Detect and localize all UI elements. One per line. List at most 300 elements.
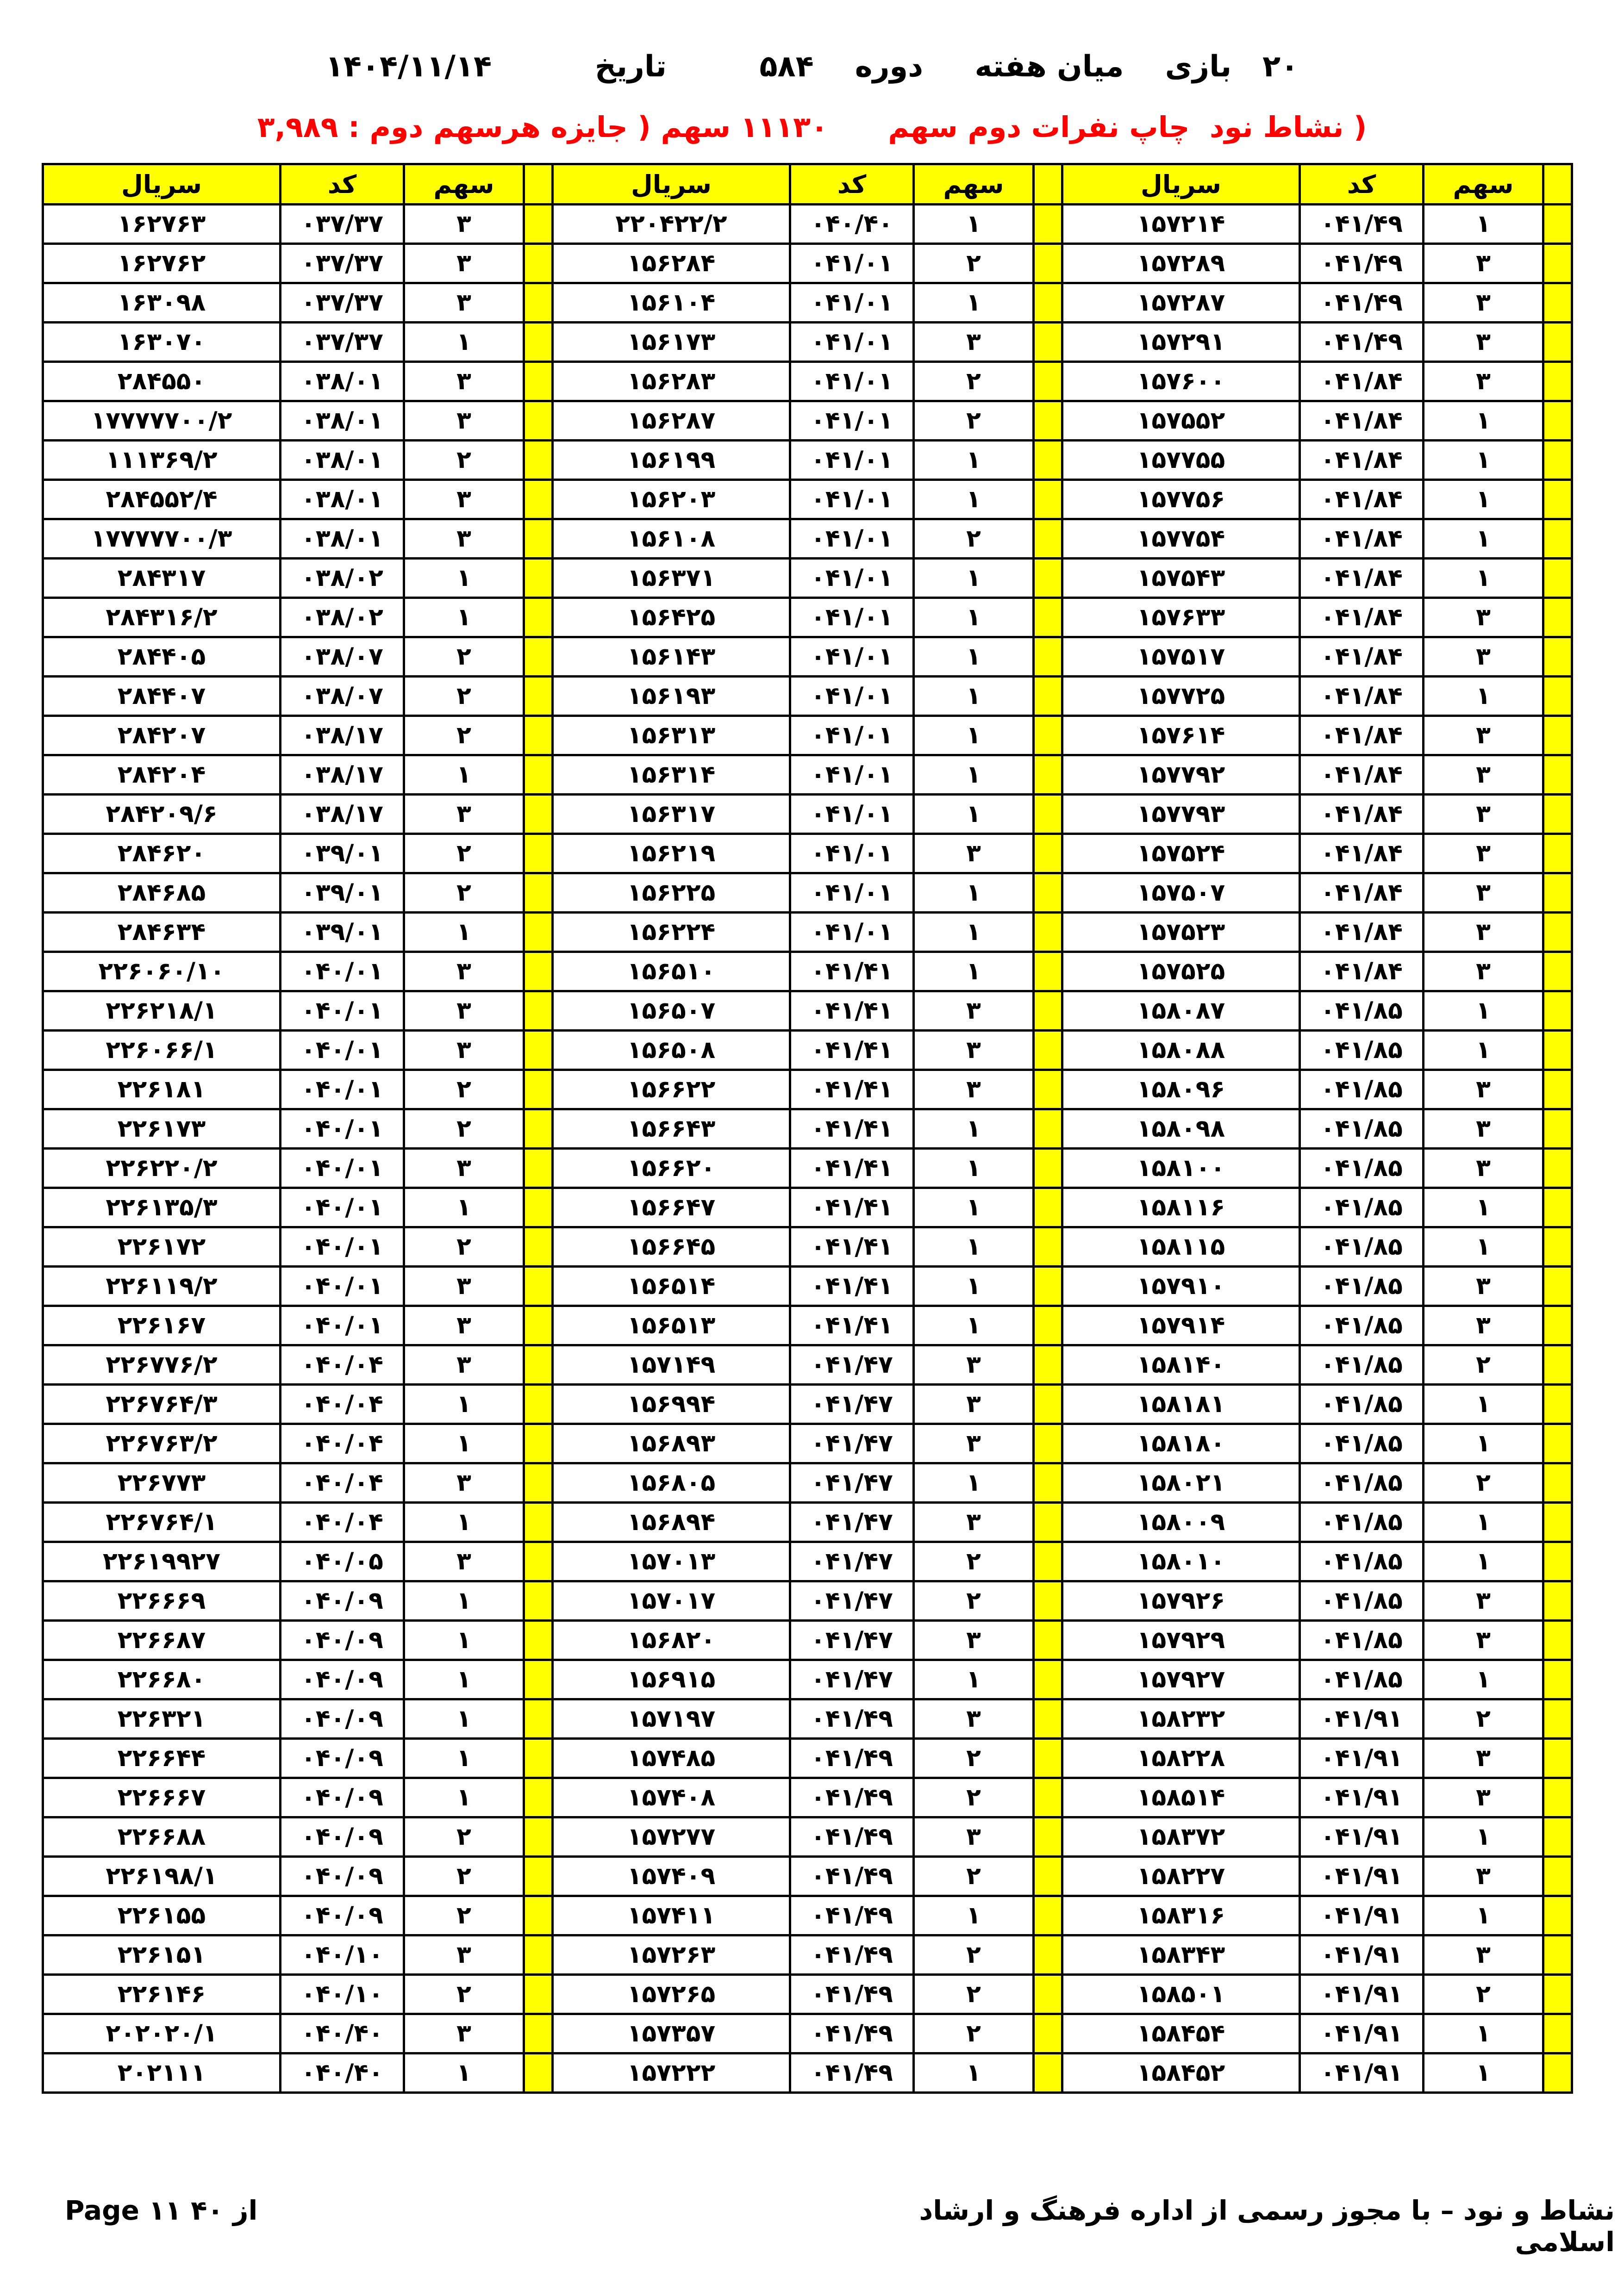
code-cell: ۰۴۰/۱۰ — [281, 1975, 404, 2014]
code-cell: ۰۴۱/۴۹ — [790, 1975, 914, 2014]
share-cell: ۳ — [1424, 1739, 1543, 1778]
serial-cell: ۱۵۶۴۲۵ — [553, 598, 790, 637]
share-cell: ۳ — [914, 1345, 1034, 1385]
code-cell: ۰۴۰/۰۱ — [281, 1306, 404, 1345]
share-cell: ۱ — [1424, 205, 1543, 244]
serial-cell: ۱۵۶۱۹۹ — [553, 441, 790, 480]
highlight-spacer-cell — [1034, 1699, 1062, 1739]
share-cell: ۱ — [1424, 1503, 1543, 1542]
share-cell: ۱ — [404, 1778, 524, 1817]
code-cell: ۰۴۱/۸۴ — [1300, 952, 1424, 991]
share-cell: ۲ — [1424, 1463, 1543, 1503]
highlight-spacer-cell — [1034, 1935, 1062, 1975]
share-cell: ۱ — [1424, 2014, 1543, 2053]
code-cell: ۰۳۸/۱۷ — [281, 755, 404, 795]
highlight-spacer-cell — [524, 283, 553, 323]
serial-cell: ۲۲۶۱۷۲ — [43, 1227, 281, 1267]
code-cell: ۰۴۱/۹۱ — [1300, 1699, 1424, 1739]
highlight-spacer-cell — [524, 480, 553, 519]
code-cell: ۰۴۱/۰۱ — [790, 716, 914, 755]
serial-cell: ۱۵۸۴۵۲ — [1062, 2053, 1300, 2093]
share-cell: ۱ — [404, 755, 524, 795]
code-cell: ۰۳۷/۳۷ — [281, 323, 404, 362]
share-cell: ۳ — [404, 991, 524, 1031]
serial-cell: ۱۵۷۹۱۴ — [1062, 1306, 1300, 1345]
share-cell: ۱ — [404, 559, 524, 598]
code-cell: ۰۴۱/۴۷ — [790, 1503, 914, 1542]
serial-cell: ۱۵۷۷۵۶ — [1062, 480, 1300, 519]
highlight-spacer-cell — [1543, 1581, 1572, 1621]
code-cell: ۰۴۰/۰۹ — [281, 1857, 404, 1896]
highlight-spacer-cell — [1034, 205, 1062, 244]
serial-cell: ۱۵۸۰۸۸ — [1062, 1031, 1300, 1070]
code-cell: ۰۴۱/۴۹ — [1300, 205, 1424, 244]
code-cell: ۰۴۱/۴۷ — [790, 1463, 914, 1503]
serial-cell: ۲۸۴۳۱۶/۲ — [43, 598, 281, 637]
code-cell: ۰۴۰/۰۱ — [281, 952, 404, 991]
table-row — [43, 1621, 1572, 1660]
serial-cell: ۱۵۷۲۶۳ — [553, 1935, 790, 1975]
table-row — [43, 559, 1572, 598]
serial-cell: ۱۵۶۹۹۴ — [553, 1385, 790, 1424]
highlight-spacer-cell — [1543, 1857, 1572, 1896]
highlight-spacer-cell — [1034, 1621, 1062, 1660]
footer-license-text: نشاط و نود – با مجوز رسمی از اداره فرهنگ و ارشاد اسلامی — [919, 2195, 1615, 2258]
code-cell: ۰۴۱/۸۴ — [1300, 834, 1424, 873]
share-cell: ۲ — [1424, 1975, 1543, 2014]
code-cell: ۰۴۱/۸۵ — [1300, 991, 1424, 1031]
code-cell: ۰۴۱/۸۵ — [1300, 1621, 1424, 1660]
serial-cell: ۱۵۷۵۲۳ — [1062, 913, 1300, 952]
serial-cell: ۱۶۳۰۹۸ — [43, 283, 281, 323]
serial-cell: ۱۵۶۸۲۰ — [553, 1621, 790, 1660]
highlight-spacer-cell — [524, 991, 553, 1031]
code-cell: ۰۴۰/۰۴ — [281, 1503, 404, 1542]
code-cell: ۰۴۱/۴۹ — [790, 1817, 914, 1857]
header-serial-middle: سريال — [553, 164, 790, 205]
highlight-spacer-cell — [524, 1345, 553, 1385]
code-cell: ۰۴۱/۸۵ — [1300, 1503, 1424, 1542]
highlight-spacer-cell — [1034, 873, 1062, 913]
code-cell: ۰۴۱/۹۱ — [1300, 1896, 1424, 1935]
share-cell: ۱ — [1424, 401, 1543, 441]
share-cell: ۲ — [914, 1975, 1034, 2014]
table-row — [43, 362, 1572, 401]
highlight-spacer-cell — [1034, 283, 1062, 323]
share-cell: ۳ — [404, 401, 524, 441]
highlight-spacer-cell — [1543, 1031, 1572, 1070]
highlight-spacer-cell — [1034, 795, 1062, 834]
table-header — [43, 164, 1572, 205]
code-cell: ۰۴۱/۸۴ — [1300, 755, 1424, 795]
highlight-spacer-cell — [1034, 2053, 1062, 2093]
highlight-spacer-cell — [1543, 637, 1572, 677]
code-cell: ۰۴۱/۰۱ — [790, 873, 914, 913]
highlight-spacer-cell — [1034, 441, 1062, 480]
share-cell: ۳ — [1424, 873, 1543, 913]
share-cell: ۳ — [404, 1935, 524, 1975]
serial-cell: ۱۵۶۵۰۷ — [553, 991, 790, 1031]
highlight-spacer-cell — [524, 2053, 553, 2093]
table-row — [43, 1149, 1572, 1188]
highlight-spacer-cell — [524, 795, 553, 834]
share-cell: ۳ — [914, 1031, 1034, 1070]
serial-cell: ۱۵۶۵۱۴ — [553, 1267, 790, 1306]
code-cell: ۰۴۱/۸۵ — [1300, 1581, 1424, 1621]
table-row — [43, 1817, 1572, 1857]
share-cell: ۳ — [1424, 834, 1543, 873]
code-cell: ۰۴۰/۱۰ — [281, 1935, 404, 1975]
code-cell: ۰۴۱/۰۱ — [790, 519, 914, 559]
highlight-spacer-cell — [524, 1896, 553, 1935]
highlight-spacer-cell — [1034, 1857, 1062, 1896]
highlight-spacer-cell — [1034, 1660, 1062, 1699]
share-cell: ۳ — [1424, 1070, 1543, 1109]
highlight-spacer-cell — [1034, 1542, 1062, 1581]
serial-cell: ۱۵۶۱۰۴ — [553, 283, 790, 323]
highlight-spacer-cell — [524, 559, 553, 598]
table-row — [43, 1188, 1572, 1227]
serial-cell: ۱۵۷۲۶۵ — [553, 1975, 790, 2014]
highlight-spacer-cell — [524, 1503, 553, 1542]
table-row — [43, 952, 1572, 991]
code-cell: ۰۳۸/۱۷ — [281, 716, 404, 755]
highlight-spacer-cell — [524, 1857, 553, 1896]
code-cell: ۰۴۱/۴۹ — [1300, 323, 1424, 362]
code-cell: ۰۴۱/۴۱ — [790, 1227, 914, 1267]
code-cell: ۰۴۱/۹۱ — [1300, 1739, 1424, 1778]
share-cell: ۲ — [914, 1542, 1034, 1581]
share-cell: ۱ — [914, 1227, 1034, 1267]
serial-cell: ۱۵۶۶۴۷ — [553, 1188, 790, 1227]
table-row — [43, 1070, 1572, 1109]
highlight-spacer-cell — [1543, 1267, 1572, 1306]
highlight-spacer-cell — [524, 1070, 553, 1109]
serial-cell: ۱۵۶۲۲۴ — [553, 913, 790, 952]
code-cell: ۰۴۱/۸۴ — [1300, 598, 1424, 637]
share-cell: ۱ — [404, 1660, 524, 1699]
code-cell: ۰۴۱/۰۱ — [790, 362, 914, 401]
share-cell: ۳ — [1424, 755, 1543, 795]
serial-cell: ۱۵۶۵۰۸ — [553, 1031, 790, 1070]
code-cell: ۰۴۱/۴۱ — [790, 1070, 914, 1109]
serial-cell: ۱۵۸۱۰۰ — [1062, 1149, 1300, 1188]
share-cell: ۱ — [914, 2053, 1034, 2093]
code-cell: ۰۴۰/۰۵ — [281, 1542, 404, 1581]
serial-cell: ۲۸۴۵۵۲/۴ — [43, 480, 281, 519]
code-cell: ۰۴۱/۸۴ — [1300, 519, 1424, 559]
highlight-spacer-cell — [524, 1660, 553, 1699]
share-cell: ۱ — [914, 952, 1034, 991]
serial-cell: ۲۲۶۶۸۷ — [43, 1621, 281, 1660]
code-cell: ۰۴۱/۸۵ — [1300, 1149, 1424, 1188]
highlight-spacer-cell — [1034, 755, 1062, 795]
table-row — [43, 1503, 1572, 1542]
serial-cell: ۱۵۶۳۱۷ — [553, 795, 790, 834]
serial-cell: ۱۵۶۲۸۴ — [553, 244, 790, 283]
highlight-spacer-cell — [1034, 1817, 1062, 1857]
serial-cell: ۱۵۸۱۸۱ — [1062, 1385, 1300, 1424]
share-cell: ۱ — [404, 1188, 524, 1227]
share-cell: ۳ — [404, 1306, 524, 1345]
serial-cell: ۲۲۶۱۱۹/۲ — [43, 1267, 281, 1306]
highlight-spacer-cell — [1034, 1463, 1062, 1503]
code-cell: ۰۴۱/۰۱ — [790, 323, 914, 362]
share-cell: ۲ — [404, 1857, 524, 1896]
code-cell: ۰۴۱/۴۱ — [790, 1267, 914, 1306]
table-row — [43, 1581, 1572, 1621]
code-cell: ۰۴۰/۰۴ — [281, 1345, 404, 1385]
serial-cell: ۱۵۷۷۹۲ — [1062, 755, 1300, 795]
serial-cell: ۱۵۶۲۱۹ — [553, 834, 790, 873]
serial-cell: ۱۵۶۹۱۵ — [553, 1660, 790, 1699]
highlight-spacer-cell — [1543, 480, 1572, 519]
code-cell: ۰۴۱/۹۱ — [1300, 2053, 1424, 2093]
share-cell: ۳ — [1424, 1778, 1543, 1817]
serial-cell: ۱۵۸۱۸۰ — [1062, 1424, 1300, 1463]
serial-cell: ۱۵۸۵۱۴ — [1062, 1778, 1300, 1817]
serial-cell: ۲۸۴۲۰۷ — [43, 716, 281, 755]
highlight-spacer-cell — [524, 1109, 553, 1149]
table-row — [43, 1542, 1572, 1581]
highlight-spacer-cell — [524, 834, 553, 873]
serial-cell: ۱۵۸۱۱۶ — [1062, 1188, 1300, 1227]
share-cell: ۳ — [1424, 952, 1543, 991]
serial-cell: ۱۵۶۶۴۵ — [553, 1227, 790, 1267]
highlight-spacer-cell — [524, 1188, 553, 1227]
share-cell: ۳ — [1424, 362, 1543, 401]
share-cell: ۲ — [404, 677, 524, 716]
code-cell: ۰۴۱/۴۱ — [790, 1149, 914, 1188]
serial-cell: ۲۰۲۰۲۰/۱ — [43, 2014, 281, 2053]
serial-cell: ۱۵۷۱۴۹ — [553, 1345, 790, 1385]
table-row — [43, 2014, 1572, 2053]
code-cell: ۰۴۱/۸۵ — [1300, 1109, 1424, 1149]
share-cell: ۳ — [404, 283, 524, 323]
page-title: ۲۰ بازی میان هفته دوره ۵۸۴ تاریخ ۱۴۰۴/۱۱/۱۴ — [325, 50, 1299, 84]
highlight-spacer-cell — [1543, 401, 1572, 441]
highlight-spacer-cell — [1543, 1542, 1572, 1581]
serial-cell: ۲۲۶۶۸۰ — [43, 1660, 281, 1699]
serial-cell: ۱۵۸۰۹۶ — [1062, 1070, 1300, 1109]
share-cell: ۲ — [914, 1581, 1034, 1621]
code-cell: ۰۴۱/۸۴ — [1300, 480, 1424, 519]
table-row — [43, 244, 1572, 283]
highlight-spacer-cell — [1543, 519, 1572, 559]
code-cell: ۰۴۱/۴۹ — [790, 1896, 914, 1935]
code-cell: ۰۴۱/۴۱ — [790, 1188, 914, 1227]
share-cell: ۳ — [1424, 1109, 1543, 1149]
highlight-spacer-cell — [1543, 952, 1572, 991]
highlight-spacer-cell — [524, 913, 553, 952]
highlight-spacer-cell — [524, 441, 553, 480]
serial-cell: ۱۵۷۶۱۴ — [1062, 716, 1300, 755]
highlight-spacer-cell — [1034, 1896, 1062, 1935]
serial-cell: ۱۵۶۸۰۵ — [553, 1463, 790, 1503]
serial-cell: ۱۵۷۴۰۸ — [553, 1778, 790, 1817]
share-cell: ۱ — [1424, 1660, 1543, 1699]
share-cell: ۲ — [404, 873, 524, 913]
serial-cell: ۲۲۶۶۶۷ — [43, 1778, 281, 1817]
share-cell: ۱ — [914, 873, 1034, 913]
share-cell: ۳ — [914, 1621, 1034, 1660]
serial-cell: ۱۵۷۴۱۱ — [553, 1896, 790, 1935]
code-cell: ۰۴۱/۴۹ — [1300, 244, 1424, 283]
highlight-spacer-cell — [1034, 323, 1062, 362]
serial-cell: ۱۵۸۴۵۴ — [1062, 2014, 1300, 2053]
highlight-spacer-cell — [1543, 1149, 1572, 1188]
table-row — [43, 1306, 1572, 1345]
share-cell: ۲ — [404, 834, 524, 873]
code-cell: ۰۴۱/۸۵ — [1300, 1070, 1424, 1109]
code-cell: ۰۴۱/۴۷ — [790, 1660, 914, 1699]
serial-cell: ۲۲۶۲۱۸/۱ — [43, 991, 281, 1031]
code-cell: ۰۴۱/۰۱ — [790, 480, 914, 519]
serial-cell: ۱۵۸۲۲۸ — [1062, 1739, 1300, 1778]
serial-cell: ۱۵۸۳۱۶ — [1062, 1896, 1300, 1935]
serial-cell: ۲۲۶۶۸۸ — [43, 1817, 281, 1857]
share-cell: ۳ — [404, 1463, 524, 1503]
code-cell: ۰۳۹/۰۱ — [281, 834, 404, 873]
share-cell: ۳ — [1424, 1621, 1543, 1660]
serial-cell: ۱۱۱۳۶۹/۲ — [43, 441, 281, 480]
share-cell: ۱ — [404, 1503, 524, 1542]
header-code-middle: کد — [790, 164, 914, 205]
share-cell: ۲ — [914, 401, 1034, 441]
highlight-spacer-cell — [1543, 1188, 1572, 1227]
highlight-spacer-cell — [524, 637, 553, 677]
share-cell: ۳ — [914, 323, 1034, 362]
highlight-spacer-cell — [1034, 677, 1062, 716]
table-row — [43, 991, 1572, 1031]
serial-cell: ۱۵۷۴۸۵ — [553, 1739, 790, 1778]
highlight-spacer-cell — [524, 1739, 553, 1778]
serial-cell: ۲۲۶۶۴۴ — [43, 1739, 281, 1778]
share-cell: ۲ — [404, 637, 524, 677]
serial-cell: ۱۵۷۳۵۷ — [553, 2014, 790, 2053]
share-cell: ۲ — [914, 1778, 1034, 1817]
code-cell: ۰۴۱/۸۵ — [1300, 1542, 1424, 1581]
code-cell: ۰۴۱/۰۱ — [790, 677, 914, 716]
share-cell: ۳ — [1424, 323, 1543, 362]
share-cell: ۲ — [914, 1739, 1034, 1778]
code-cell: ۰۴۱/۰۱ — [790, 755, 914, 795]
serial-cell: ۲۸۴۴۰۵ — [43, 637, 281, 677]
table-row — [43, 1385, 1572, 1424]
header-spacer — [1543, 164, 1572, 205]
highlight-spacer-cell — [1034, 1109, 1062, 1149]
highlight-spacer-cell — [524, 401, 553, 441]
share-cell: ۳ — [914, 1424, 1034, 1463]
serial-cell: ۲۲۶۷۷۳ — [43, 1463, 281, 1503]
serial-cell: ۱۵۸۲۳۲ — [1062, 1699, 1300, 1739]
serial-cell: ۱۵۷۲۸۹ — [1062, 244, 1300, 283]
code-cell: ۰۴۱/۹۱ — [1300, 2014, 1424, 2053]
header-share-left: سهم — [404, 164, 524, 205]
table-row — [43, 677, 1572, 716]
serial-cell: ۱۵۷۴۰۹ — [553, 1857, 790, 1896]
highlight-spacer-cell — [1034, 244, 1062, 283]
serial-cell: ۱۵۷۲۸۷ — [1062, 283, 1300, 323]
share-cell: ۳ — [1424, 1267, 1543, 1306]
table-row — [43, 205, 1572, 244]
highlight-spacer-cell — [1034, 1503, 1062, 1542]
serial-cell: ۱۶۳۰۷۰ — [43, 323, 281, 362]
code-cell: ۰۴۱/۸۵ — [1300, 1031, 1424, 1070]
share-cell: ۱ — [404, 1621, 524, 1660]
table-row — [43, 873, 1572, 913]
share-cell: ۱ — [404, 1424, 524, 1463]
code-cell: ۰۴۱/۴۹ — [790, 1935, 914, 1975]
highlight-spacer-cell — [1543, 1306, 1572, 1345]
highlight-spacer-cell — [1034, 913, 1062, 952]
table-row — [43, 1345, 1572, 1385]
code-cell: ۰۴۰/۰۱ — [281, 1149, 404, 1188]
code-cell: ۰۴۰/۰۴ — [281, 1463, 404, 1503]
highlight-spacer-cell — [1034, 716, 1062, 755]
share-cell: ۳ — [404, 795, 524, 834]
highlight-spacer-cell — [1543, 1385, 1572, 1424]
code-cell: ۰۴۱/۴۹ — [790, 1739, 914, 1778]
highlight-spacer-cell — [1543, 2014, 1572, 2053]
highlight-spacer-cell — [1543, 1935, 1572, 1975]
share-cell: ۱ — [914, 637, 1034, 677]
code-cell: ۰۴۱/۸۵ — [1300, 1385, 1424, 1424]
code-cell: ۰۴۱/۰۱ — [790, 283, 914, 323]
highlight-spacer-cell — [1543, 1109, 1572, 1149]
serial-cell: ۱۵۶۵۱۰ — [553, 952, 790, 991]
share-cell: ۲ — [404, 716, 524, 755]
table-row — [43, 323, 1572, 362]
table-row — [43, 1031, 1572, 1070]
serial-cell: ۲۲۶۰۶۶/۱ — [43, 1031, 281, 1070]
serial-cell: ۲۸۴۲۰۴ — [43, 755, 281, 795]
code-cell: ۰۴۱/۸۵ — [1300, 1424, 1424, 1463]
serial-cell: ۱۵۷۷۵۵ — [1062, 441, 1300, 480]
share-cell: ۱ — [404, 598, 524, 637]
code-cell: ۰۴۰/۰۱ — [281, 1188, 404, 1227]
share-cell: ۱ — [914, 913, 1034, 952]
highlight-spacer-cell — [524, 755, 553, 795]
share-cell: ۱ — [914, 1109, 1034, 1149]
serial-cell: ۱۵۷۶۰۰ — [1062, 362, 1300, 401]
highlight-spacer-cell — [1034, 1188, 1062, 1227]
highlight-spacer-cell — [1543, 1424, 1572, 1463]
share-cell: ۱ — [1424, 1896, 1543, 1935]
table-row — [43, 598, 1572, 637]
serial-cell: ۲۲۶۷۶۳/۲ — [43, 1424, 281, 1463]
highlight-spacer-cell — [1543, 1463, 1572, 1503]
share-cell: ۱ — [1424, 1031, 1543, 1070]
code-cell: ۰۴۱/۴۹ — [790, 1778, 914, 1817]
serial-cell: ۱۵۶۸۹۳ — [553, 1424, 790, 1463]
code-cell: ۰۳۹/۰۱ — [281, 913, 404, 952]
code-cell: ۰۴۱/۴۱ — [790, 1109, 914, 1149]
serial-cell: ۲۲۶۱۶۷ — [43, 1306, 281, 1345]
highlight-spacer-cell — [524, 1306, 553, 1345]
code-cell: ۰۴۱/۴۷ — [790, 1385, 914, 1424]
code-cell: ۰۴۱/۸۴ — [1300, 441, 1424, 480]
highlight-spacer-cell — [524, 1935, 553, 1975]
highlight-spacer-cell — [524, 1267, 553, 1306]
share-cell: ۱ — [914, 1660, 1034, 1699]
serial-cell: ۲۸۴۶۳۴ — [43, 913, 281, 952]
share-cell: ۱ — [1424, 519, 1543, 559]
highlight-spacer-cell — [1034, 362, 1062, 401]
serial-cell: ۱۵۸۰۸۷ — [1062, 991, 1300, 1031]
highlight-spacer-cell — [1034, 1778, 1062, 1817]
serial-cell: ۱۵۸۰۹۸ — [1062, 1109, 1300, 1149]
